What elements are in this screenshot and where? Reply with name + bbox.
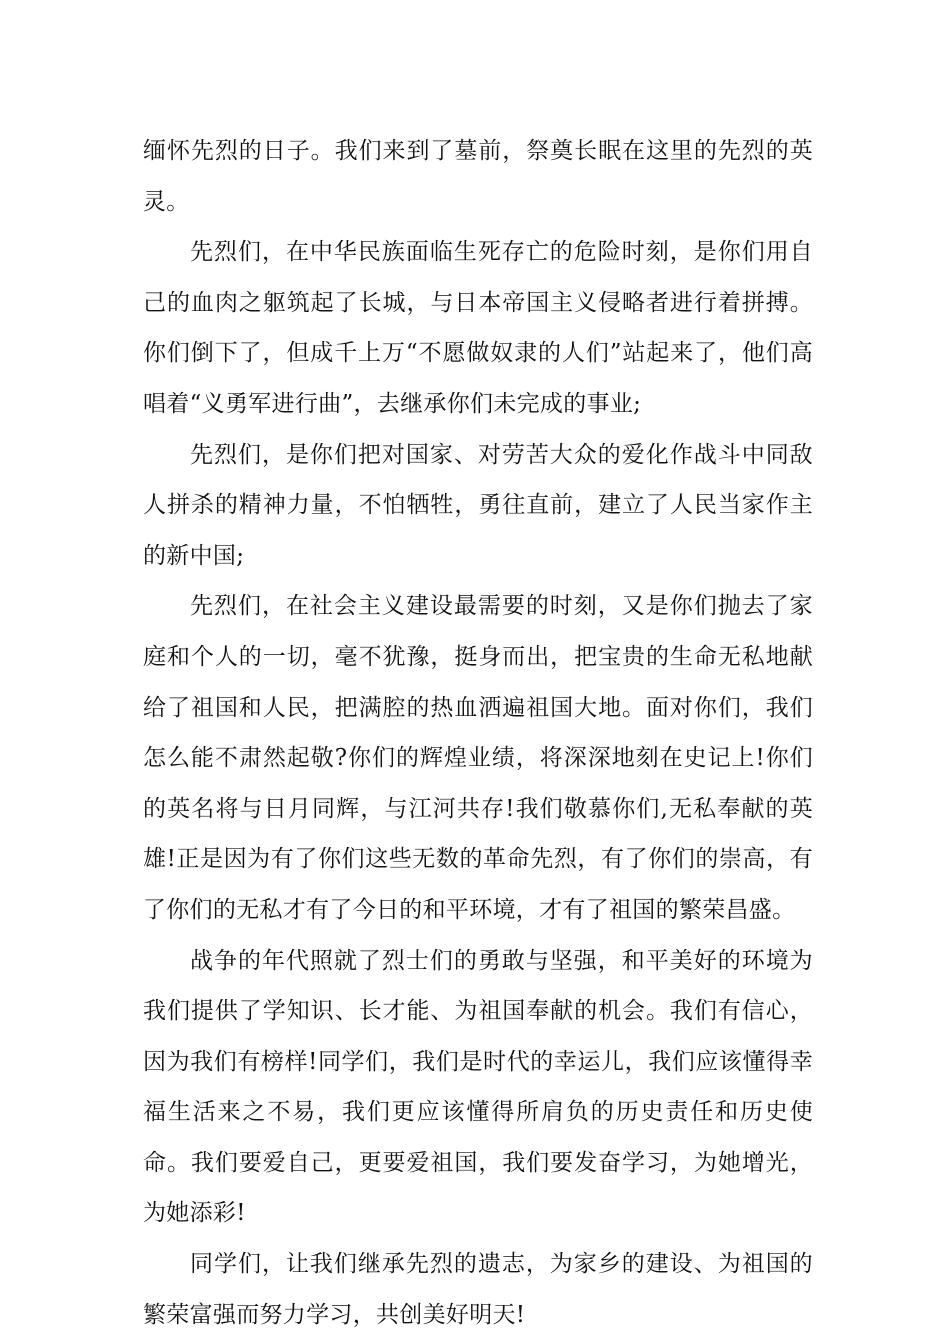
paragraph-continuation: 缅怀先烈的日子。我们来到了墓前，祭奠长眠在这里的先烈的英灵。 <box>143 138 813 215</box>
paragraph-war-and-peace: 战争的年代照就了烈士们的勇敢与坚强，和平美好的环境为我们提供了学知识、长才能、为祖国奉献的机会。我们有信心，因为我们有榜样!同学们，我们是时代的幸运儿，我们应该懂得幸福生活来之不易，我们更应该懂得所肩负的历史责任和历史使命。我们要爱自己，更要爱祖国，我们要发奋学习，为她增光，为她添彩! <box>143 947 813 1227</box>
paragraph-socialist-construction: 先烈们，在社会主义建设最需要的时刻，又是你们抛去了家庭和个人的一切，毫不犹豫，挺身而出，把宝贵的生命无私地献给了祖国和人民，把满腔的热血洒遍祖国大地。面对你们，我们怎么能不肃然起敬?你们的辉煌业绩，将深深地刻在史记上!你们的英名将与日月同辉，与江河共存!我们敬慕你们,无私奉献的英雄!正是因为有了你们这些无数的革命先烈，有了你们的崇高，有了你们的无私才有了今日的和平环境，才有了祖国的繁荣昌盛。 <box>143 593 813 923</box>
body-text <box>143 126 813 1340</box>
paragraph-closing: 同学们，让我们继承先烈的遗志，为家乡的建设、为祖国的繁荣富强而努力学习，共创美好明天! <box>143 1251 813 1328</box>
paragraph-great-wall: 先烈们，在中华民族面临生死存亡的危险时刻，是你们用自己的血肉之躯筑起了长城，与日本帝国主义侵略者进行着拼搏。你们倒下了，但成千上万“不愿做奴隶的人们”站起来了，他们高唱着“义勇军进行曲”，去继承你们未完成的事业; <box>143 239 813 417</box>
paragraph-new-china: 先烈们，是你们把对国家、对劳苦大众的爱化作战斗中同敌人拼杀的精神力量，不怕牺牲，勇往直前，建立了人民当家作主的新中国; <box>143 441 813 569</box>
